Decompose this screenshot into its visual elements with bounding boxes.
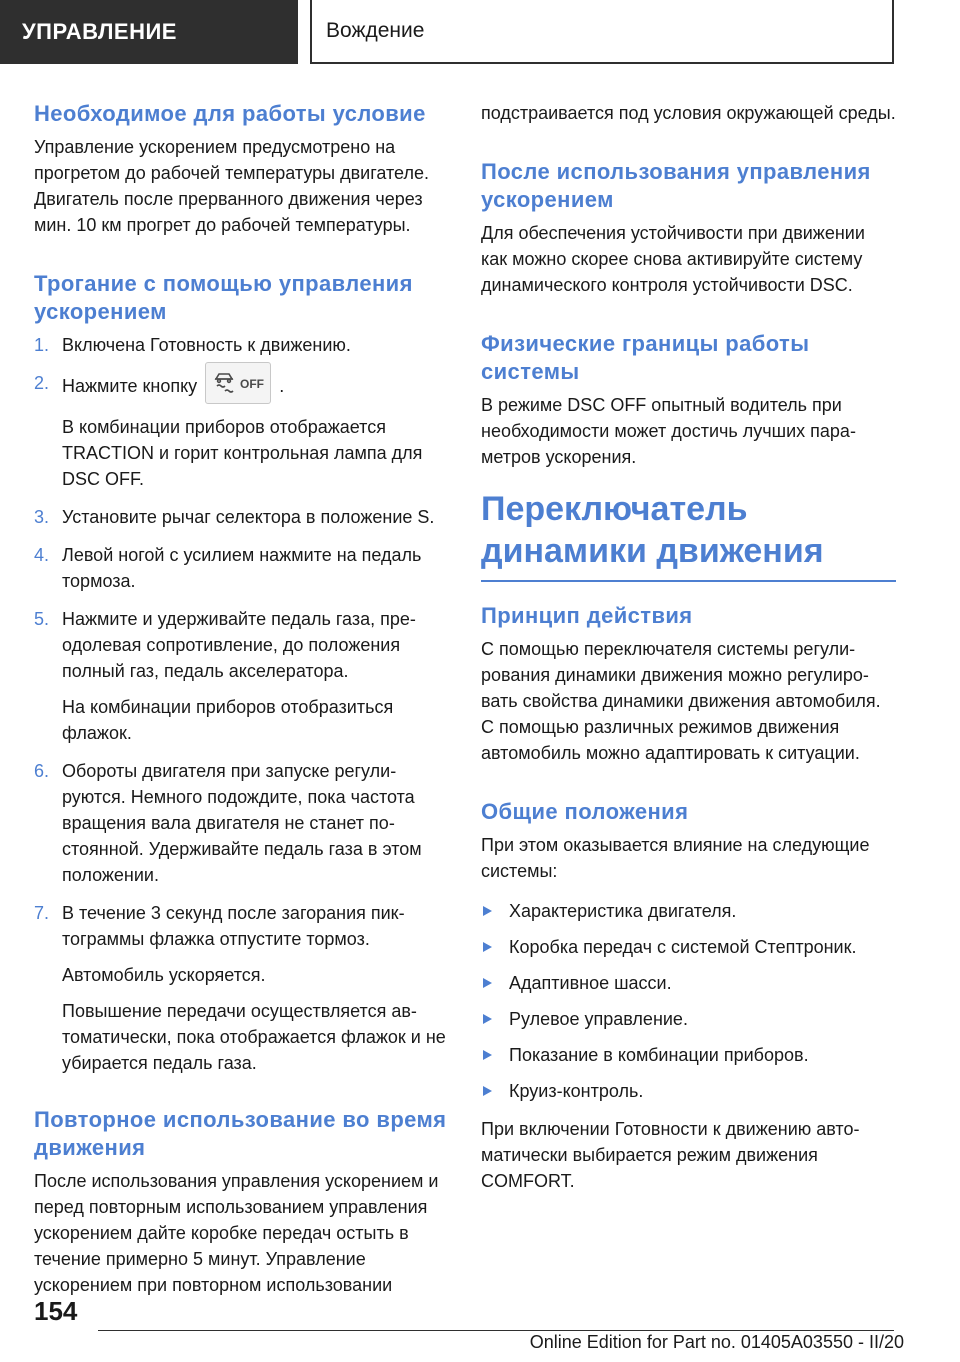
step-number: 1. — [34, 335, 50, 355]
step-text: В течение 3 секунд после загорания пиктограммы флажка отпустите тормоз. — [62, 903, 405, 949]
list-item-text: Показание в комбинации приборов. — [509, 1045, 809, 1065]
header-section — [0, 0, 298, 64]
bullet-triangle-icon — [483, 1086, 492, 1096]
step-item — [34, 370, 450, 492]
step-item — [34, 900, 450, 1076]
chapter-title: Переключатель динамики движения — [481, 488, 896, 582]
list-item-text: Характеристика двигателя. — [509, 901, 737, 921]
step-item — [34, 332, 450, 358]
step-number: 5. — [34, 609, 50, 629]
principle-text: С помощью переключателя системы регулирования динамики движения можно регулировать свойства динамики движения автомобиля. С помощью различных режимов движения автомобиль можно адаптировать к ситуации. — [481, 639, 881, 763]
right-column — [481, 100, 896, 1208]
list-item-text: Рулевое управление. — [509, 1009, 688, 1029]
limits-text: В режиме DSC OFF опытный водитель при необходимости может достичь лучших параметров ускорения. — [481, 395, 856, 467]
systems-list — [481, 898, 896, 1104]
step-number: 2. — [34, 373, 50, 393]
dsc-off-icon — [205, 362, 271, 404]
left-column — [34, 100, 450, 1312]
step-number: 7. — [34, 903, 50, 923]
bullet-triangle-icon — [483, 978, 492, 988]
list-item-text: Адаптивное шасси. — [509, 973, 672, 993]
list-item — [481, 1078, 896, 1104]
section-title-after-use: После использования управления ускорением — [481, 159, 871, 212]
step-text: Установите рычаг селектора в положение S. — [62, 507, 435, 527]
after-use-text: Для обеспечения устойчивости при движении как можно скорее снова активируйте систему динамического контроля устойчивости DSC. — [481, 223, 865, 295]
step-text-end: . — [279, 375, 285, 396]
list-item — [481, 1006, 896, 1032]
list-item — [481, 934, 896, 960]
page-number: 154 — [34, 1296, 78, 1326]
continued-text: подстраивается под условия окружающей среды. — [481, 103, 896, 123]
header-section-label: УПРАВЛЕНИЕ — [22, 19, 177, 44]
footer-edition: Online Edition for Part no. 01405A03550 - II/20 — [529, 1332, 904, 1352]
header-topic-label: Вождение — [326, 19, 425, 42]
list-item-text: Круиз-контроль. — [509, 1081, 644, 1101]
step-subtext: В комбинации приборов отображается TRACTION и горит контрольная лампа для DSC OFF. — [62, 417, 423, 489]
bullet-triangle-icon — [483, 906, 492, 916]
section-title-principle: Принцип действия — [481, 603, 693, 628]
dsc-off-icon-label: OFF — [240, 377, 265, 391]
section-title-limits: Физические границы работы системы — [481, 331, 810, 384]
list-item — [481, 898, 896, 924]
repeat-text: После использования управления ускорением и перед повторным использованием управления ускорением дайте коробке передач остыть в течение примерно 5 минут. Управление ускорением при повторном использовании — [34, 1171, 439, 1295]
general-text: При этом оказывается влияние на следующие системы: — [481, 835, 870, 881]
step-number: 3. — [34, 507, 50, 527]
step-number: 6. — [34, 761, 50, 781]
step-subtext: На комбинации приборов отобразиться флажок. — [62, 697, 394, 743]
step-item — [34, 758, 450, 888]
bullet-triangle-icon — [483, 942, 492, 952]
step-subtext: Автомобиль ускоряется. — [62, 965, 266, 985]
section-title-requirement: Необходимое для работы условие — [34, 101, 426, 126]
header-topic — [310, 0, 894, 64]
step-text: Левой ногой с усилием нажмите на педаль тормоза. — [62, 545, 422, 591]
step-item — [34, 542, 450, 594]
step-item — [34, 606, 450, 746]
steps-list — [34, 332, 450, 1076]
step-text: Включена Готовность к движению. — [62, 335, 351, 355]
step-number: 4. — [34, 545, 50, 565]
section-title-start: Трогание с помощью управления ускорением — [34, 271, 413, 324]
step-text: Обороты двигателя при запуске регулируются. Немного подождите, пока частота вращения вала двигателя не станет постоянной. Удерживайте педаль газа в этом положении. — [62, 761, 422, 885]
step-subtext: Повышение передачи осуществляется автоматически, пока отображается флажок и не убирается педаль газа. — [62, 1001, 446, 1073]
bullet-triangle-icon — [483, 1050, 492, 1060]
step-item — [34, 504, 450, 530]
step-text: Нажмите кнопку — [62, 375, 198, 396]
general-after-text: При включении Готовности к движению автоматически выбирается режим движения COMFORT. — [481, 1119, 860, 1191]
section-title-repeat: Повторное использование во время движения — [34, 1107, 447, 1160]
section-title-general: Общие положения — [481, 799, 689, 824]
footer-divider — [98, 1330, 894, 1331]
list-item — [481, 970, 896, 996]
list-item-text: Коробка передач с системой Стептроник. — [509, 937, 857, 957]
list-item — [481, 1042, 896, 1068]
requirement-text: Управление ускорением предусмотрено на прогретом до рабочей температуры двигателе. Двигатель после прерванного движения через мин. 10 км прогрет до рабочей температуры. — [34, 137, 429, 235]
bullet-triangle-icon — [483, 1014, 492, 1024]
step-text: Нажмите и удерживайте педаль газа, преодолевая сопротивление, до положения полный газ, педаль акселератора. — [62, 609, 416, 681]
